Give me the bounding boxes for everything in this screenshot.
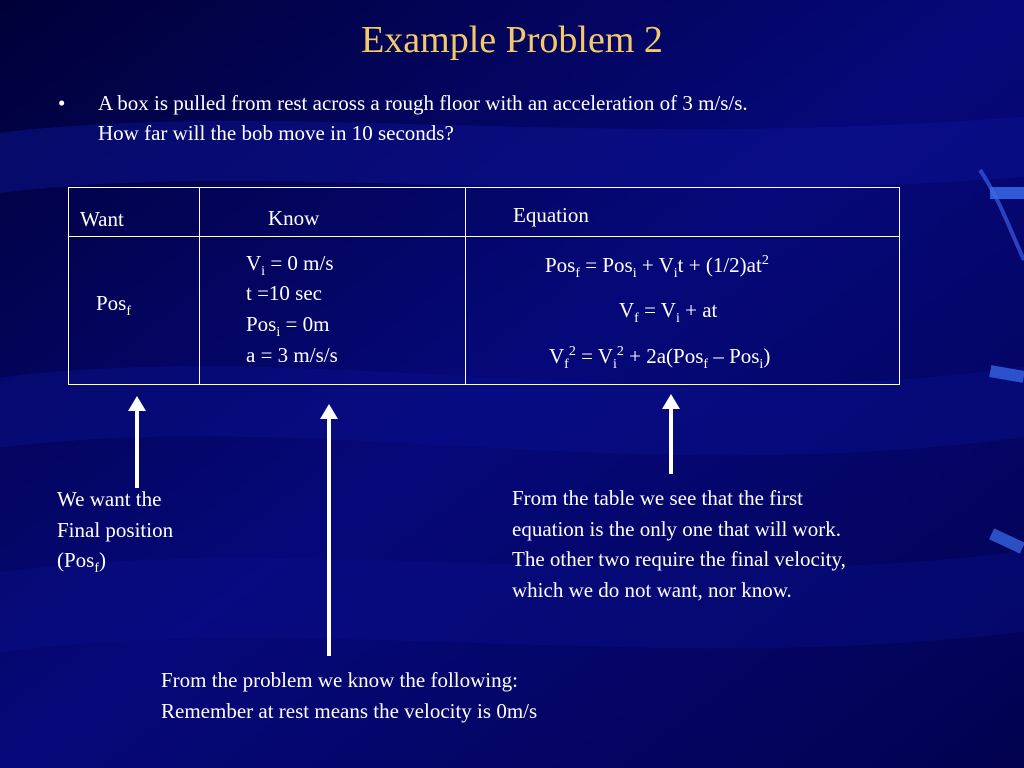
equation-velocity-squared: $V_f^2 = V_i^2 + 2a(Pos_f - Pos_i)$ [549, 344, 771, 373]
want-value: Pos$_f$ [96, 291, 132, 320]
know-initial-position: Pos$_i$ = 0m [246, 312, 330, 341]
header-divider [69, 236, 899, 237]
arrow-up-icon [318, 404, 340, 656]
note-want: We want the Final position (Pos$_f$) [57, 487, 174, 577]
bullet-dot: • [58, 91, 66, 115]
problem-line-1: A box is pulled from rest across a rough floor with an acceleration of 3 m/s/s. [98, 91, 748, 115]
know-initial-velocity: $V_i = 0$ m/s [246, 251, 334, 280]
arrow-up-icon [660, 394, 682, 474]
slide-title: Example Problem 2 [361, 19, 663, 61]
equation-velocity: $V_f = V_i$ + at [619, 298, 718, 327]
header-equation: Equation [513, 203, 589, 227]
know-time: t =10 sec [246, 281, 322, 305]
equation-position: $Pos_f = Pos_i + V_it + (1/2)at^2$ [545, 253, 769, 282]
note-equation: From the table we see that the first equation is the only one that will work. The other two require the final velocity, which we do not want, nor know. [512, 486, 846, 602]
know-acceleration: a = 3 m/s/s [246, 343, 338, 367]
problem-line-2: How far will the bob move in 10 seconds? [98, 121, 454, 145]
column-divider [465, 188, 466, 384]
header-know: Know [268, 206, 320, 230]
want-know-equation-table [68, 187, 900, 385]
column-divider [199, 188, 200, 384]
header-want: Want [80, 207, 124, 231]
arrow-up-icon [126, 396, 148, 488]
note-know: From the problem we know the following: Remember at rest means the velocity is 0m/s [161, 668, 538, 723]
